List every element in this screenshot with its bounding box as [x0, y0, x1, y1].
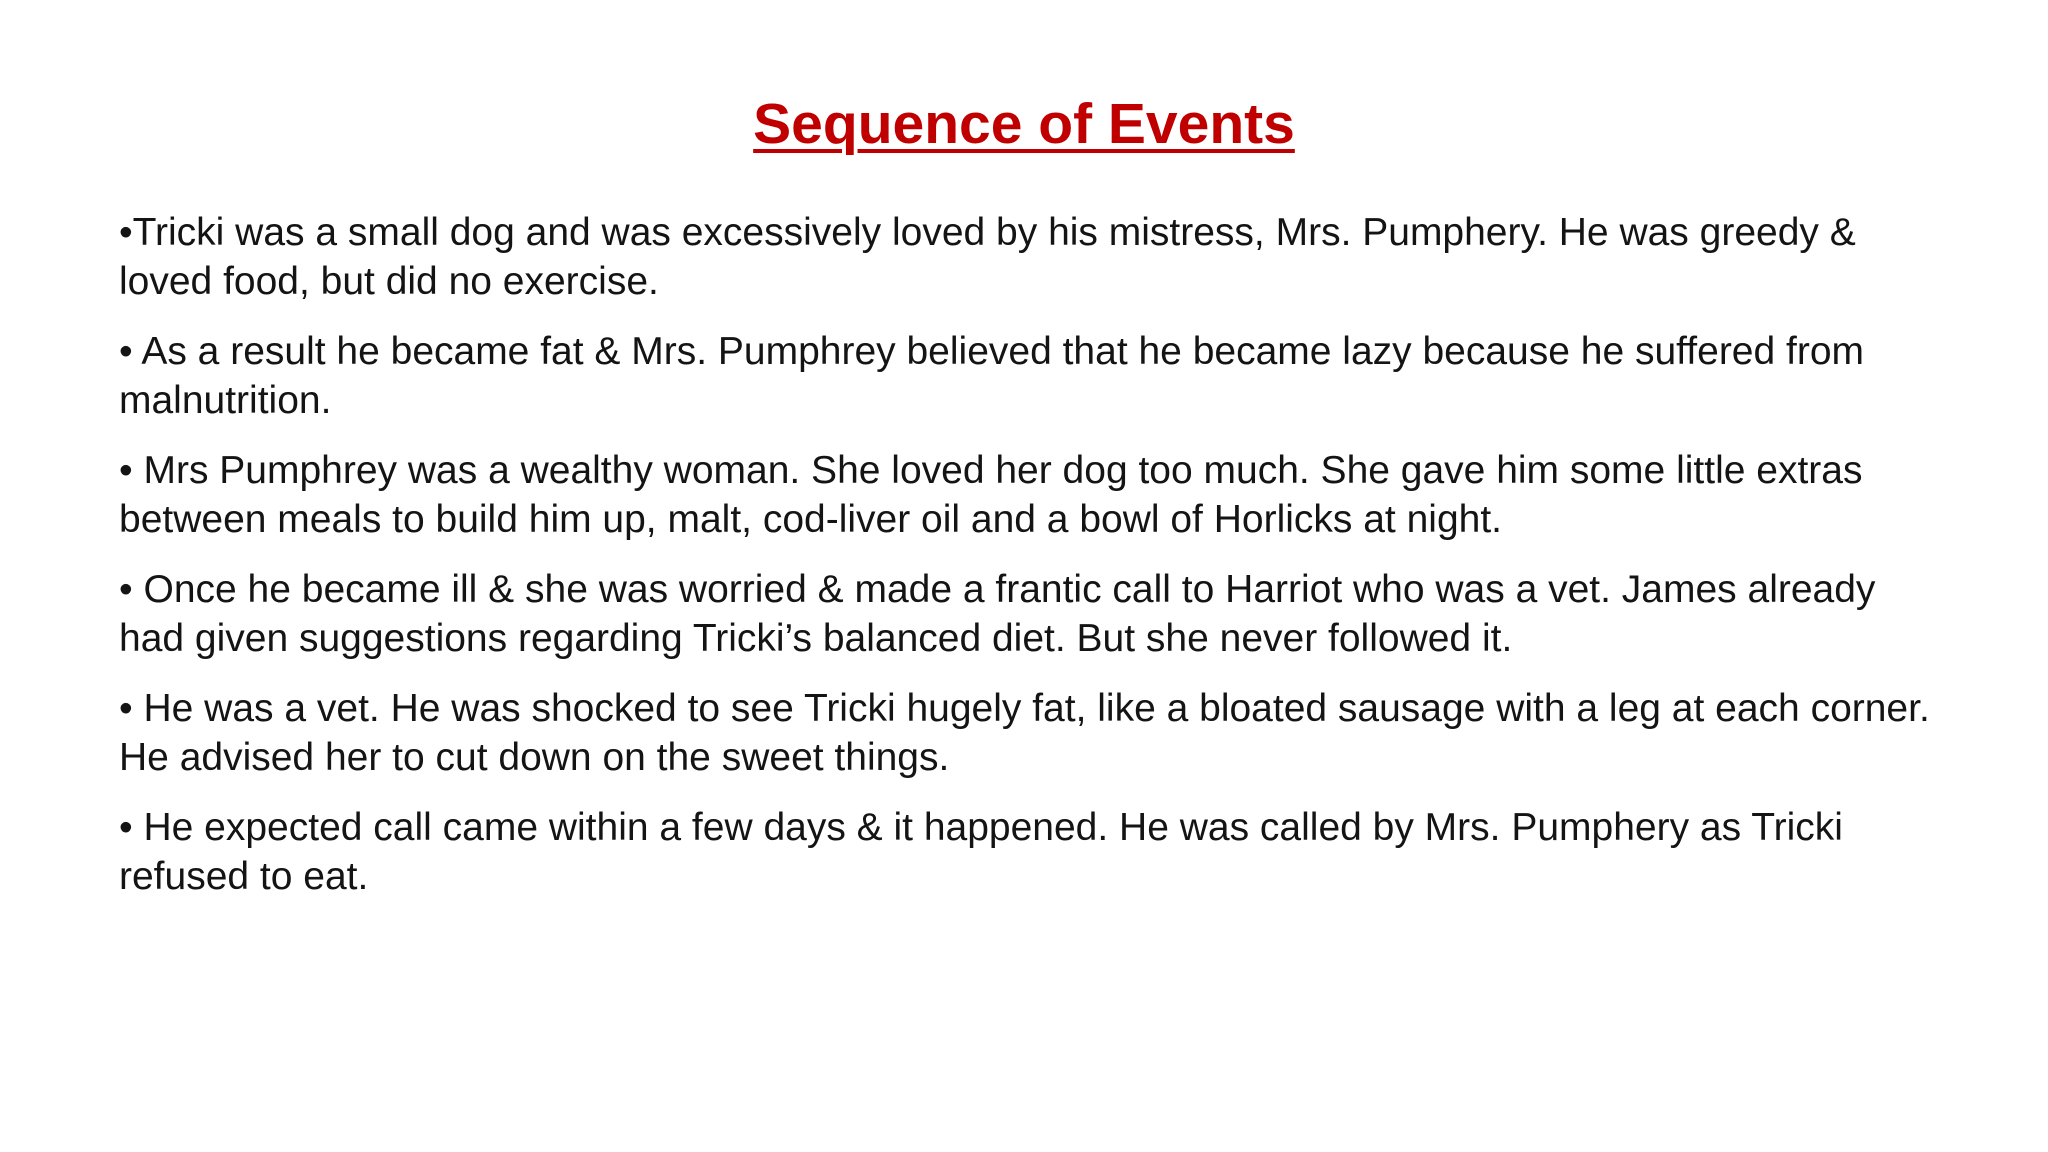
slide-title: Sequence of Events [753, 92, 1295, 156]
bullet-item: • Once he became ill & she was worried & made a frantic call to Harriot who was a vet. James already had given suggestions regarding Tricki’s balanced diet. But she never followed it. [119, 568, 1876, 660]
bullet-item: • As a result he became fat & Mrs. Pumphrey believed that he became lazy because he suffered from malnutrition. [119, 330, 1865, 422]
bullet-item: •Tricki was a small dog and was excessively loved by his mistress, Mrs. Pumphery. He was greedy & loved food, but did no exercise. [119, 211, 1856, 303]
bullet-item: • Mrs Pumphrey was a wealthy woman. She loved her dog too much. She gave him some little extras between meals to build him up, malt, cod-liver oil and a bowl of Horlicks at night. [119, 449, 1863, 541]
bullet-list [119, 208, 1949, 922]
bullet-item: • He was a vet. He was shocked to see Tricki hugely fat, like a bloated sausage with a leg at each corner. He advised her to cut down on the sweet things. [119, 687, 1930, 779]
bullet-item: • He expected call came within a few days & it happened. He was called by Mrs. Pumphery as Tricki refused to eat. [119, 806, 1843, 898]
